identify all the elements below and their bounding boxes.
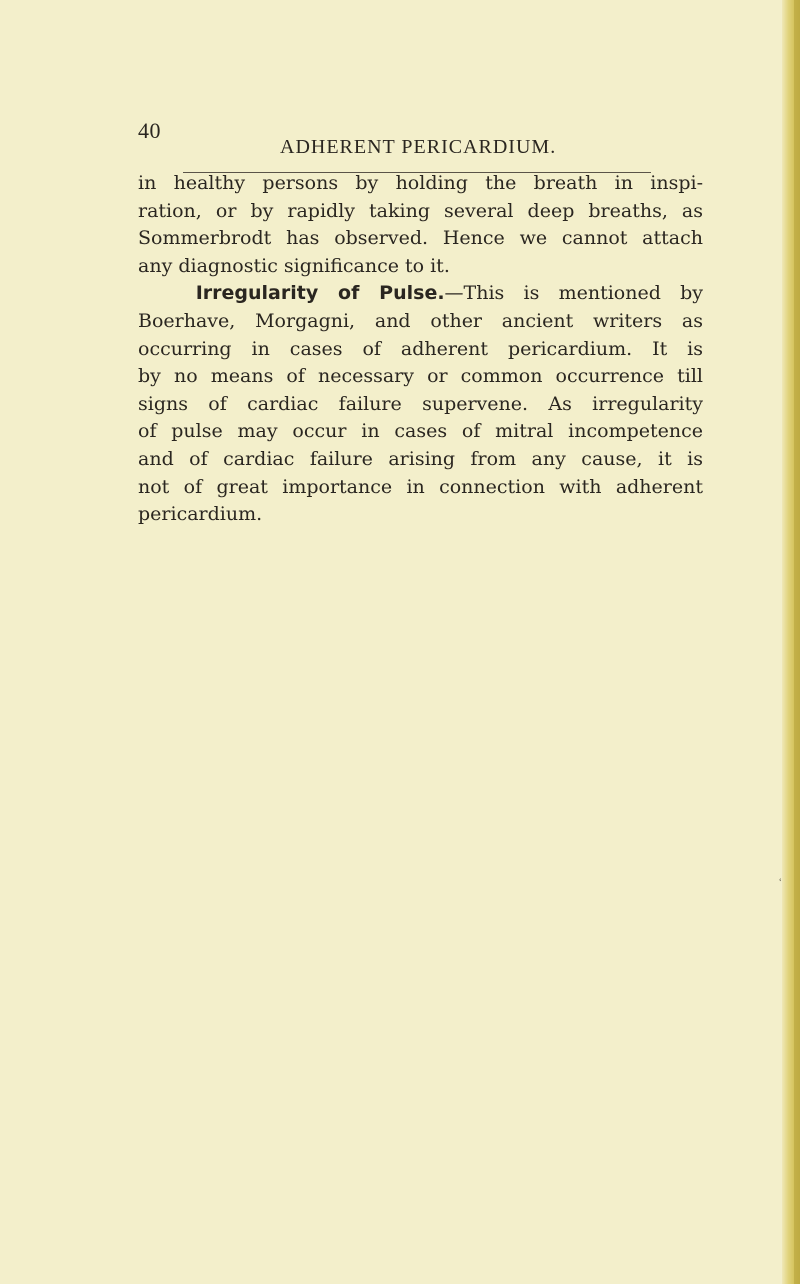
section-first-line (138, 280, 703, 308)
running-head: ADHERENT PERICARDIUM. (280, 136, 557, 158)
text-line: Sommerbrodt has observed. Hence we cannot attach (138, 227, 703, 250)
text-line: pericardium. (138, 503, 263, 526)
text-line: by no means of necessary or common occurrence till (138, 365, 703, 388)
paper-mark: ʿ (779, 878, 783, 889)
text-line: —This is mentioned by (444, 282, 704, 305)
text-line: of pulse may occur in cases of mitral incompetence (138, 420, 703, 443)
page-edge-shadow (794, 0, 800, 1284)
text-line: not of great importance in connection with adherent (138, 475, 703, 498)
page-number: 40 (138, 118, 161, 143)
text-line: occurring in cases of adherent pericardium. It is (138, 337, 703, 360)
text-line: in healthy persons by holding the breath in inspi- (138, 172, 703, 194)
body-text (138, 170, 703, 529)
text-line: ration, or by rapidly taking several deep breaths, as (138, 199, 703, 222)
text-line: and of cardiac failure arising from any cause, it is (138, 447, 703, 470)
page-header (138, 120, 698, 160)
text-line: any diagnostic significance to it. (138, 254, 450, 277)
section-heading: Irregularity of Pulse. (195, 282, 445, 305)
text-line: signs of cardiac failure supervene. As irregularity (138, 392, 703, 415)
text-line: Boerhave, Morgagni, and other ancient writers as (138, 309, 703, 332)
